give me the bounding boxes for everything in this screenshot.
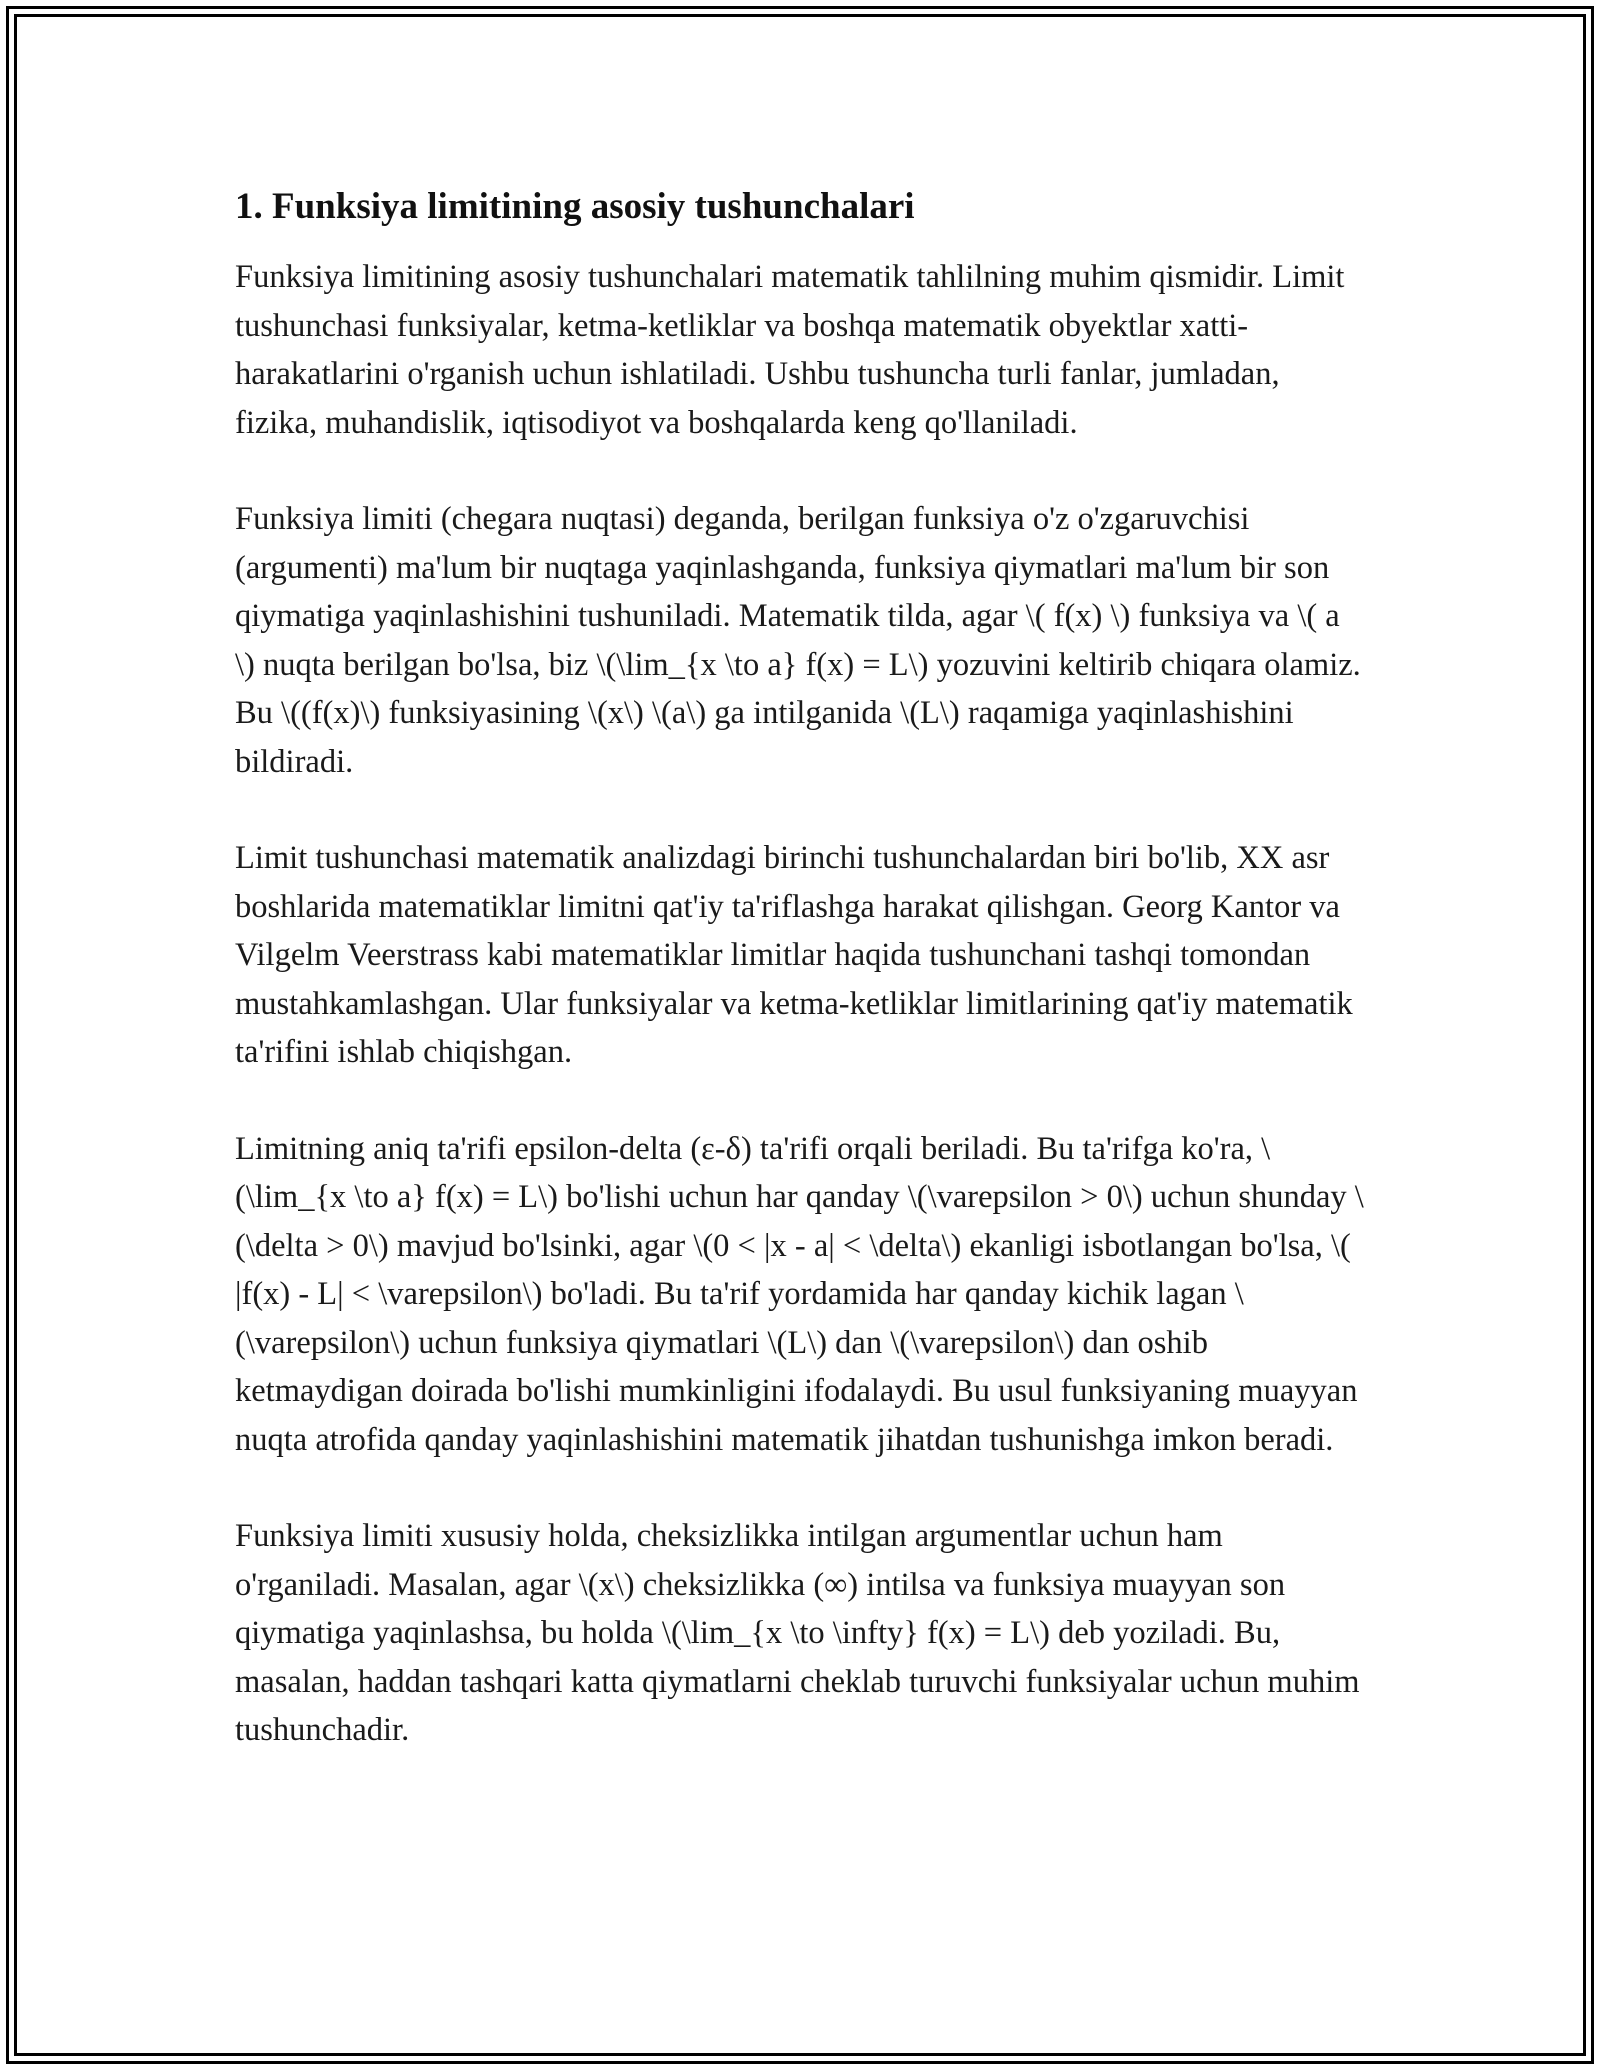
paragraph-intro: Funksiya limitining asosiy tushunchalari matematik tahlilning muhim qismidir. Limit tushunchasi funksiyalar, ketma-ketliklar va boshqa matematik obyektlar xatti-harakatlarini o'rganish uchun ishlatiladi. Ushbu tushuncha turli fanlar, jumladan, fizika, muhandislik, iqtisodiyot va boshqalarda keng qo'llaniladi. bbox=[235, 259, 1345, 441]
paragraph-infinity: Funksiya limiti xususiy holda, cheksizlikka intilgan argumentlar uchun ham o'rganiladi. Masalan, agar \(x\) cheksizlikka (∞) intilsa va funksiya muayyan son qiymatiga yaqinlashsa, bu holda \(\lim_{x \to \infty} f(x) = L\) deb yoziladi. Bu, masalan, haddan tashqari katta qiymatlarni cheklab turuvchi funksiyalar uchun muhim tushunchadir. bbox=[235, 1518, 1360, 1748]
paragraph-epsilon-delta: Limitning aniq ta'rifi epsilon-delta (ε-δ) ta'rifi orqali beriladi. Bu ta'rifga ko'ra, \(\lim_{x \to a} f(x) = L\) bo'lishi uchun har qanday \(\varepsilon > 0\) uchun shunday \(\delta > 0\) mavjud bo'lsinki, agar \(0 < |x - a| < \delta\) ekanligi isbotlangan bo'lsa, \( |f(x) - L| < \varepsilon\) bo'ladi. Bu ta'rif yordamida har qanday kichik lagan \(\varepsilon\) uchun funksiya qiymatlari \(L\) dan \(\varepsilon\) dan oshib ketmaydigan doirada bo'lishi mumkinligini ifodalaydi. Bu usul funksiyaning muayyan nuqta atrofida qanday yaqinlashishini matematik jihatdan tushunishga imkon beradi. bbox=[235, 1130, 1364, 1458]
document-body bbox=[235, 183, 1365, 1803]
paragraph-history: Limit tushunchasi matematik analizdagi birinchi tushunchalardan biri bo'lib, XX asr boshlarida matematiklar limitni qat'iy ta'riflashga harakat qilishgan. Georg Kantor va Vilgelm Veerstrass kabi matematiklar limitlar haqida tushunchani tashqi tomondan mustahkamlashgan. Ular funksiyalar va ketma-ketliklar limitlarining qat'iy matematik ta'rifini ishlab chiqishgan. bbox=[235, 840, 1353, 1070]
paragraph-definition: Funksiya limiti (chegara nuqtasi) deganda, berilgan funksiya o'z o'zgaruvchisi (argumenti) ma'lum bir nuqtaga yaqinlashganda, funksiya qiymatlari ma'lum bir son qiymatiga yaqinlashishini tushuniladi. Matematik tilda, agar \( f(x) \) funksiya va \( a \) nuqta berilgan bo'lsa, biz \(\lim_{x \to a} f(x) = L\) yozuvini keltirib chiqara olamiz. Bu \((f(x)\) funksiyasining \(x\) \(a\) ga intilganida \(L\) raqamiga yaqinlashishini bildiradi. bbox=[235, 501, 1361, 780]
section-heading: 1. Funksiya limitining asosiy tushunchalari bbox=[235, 186, 915, 227]
